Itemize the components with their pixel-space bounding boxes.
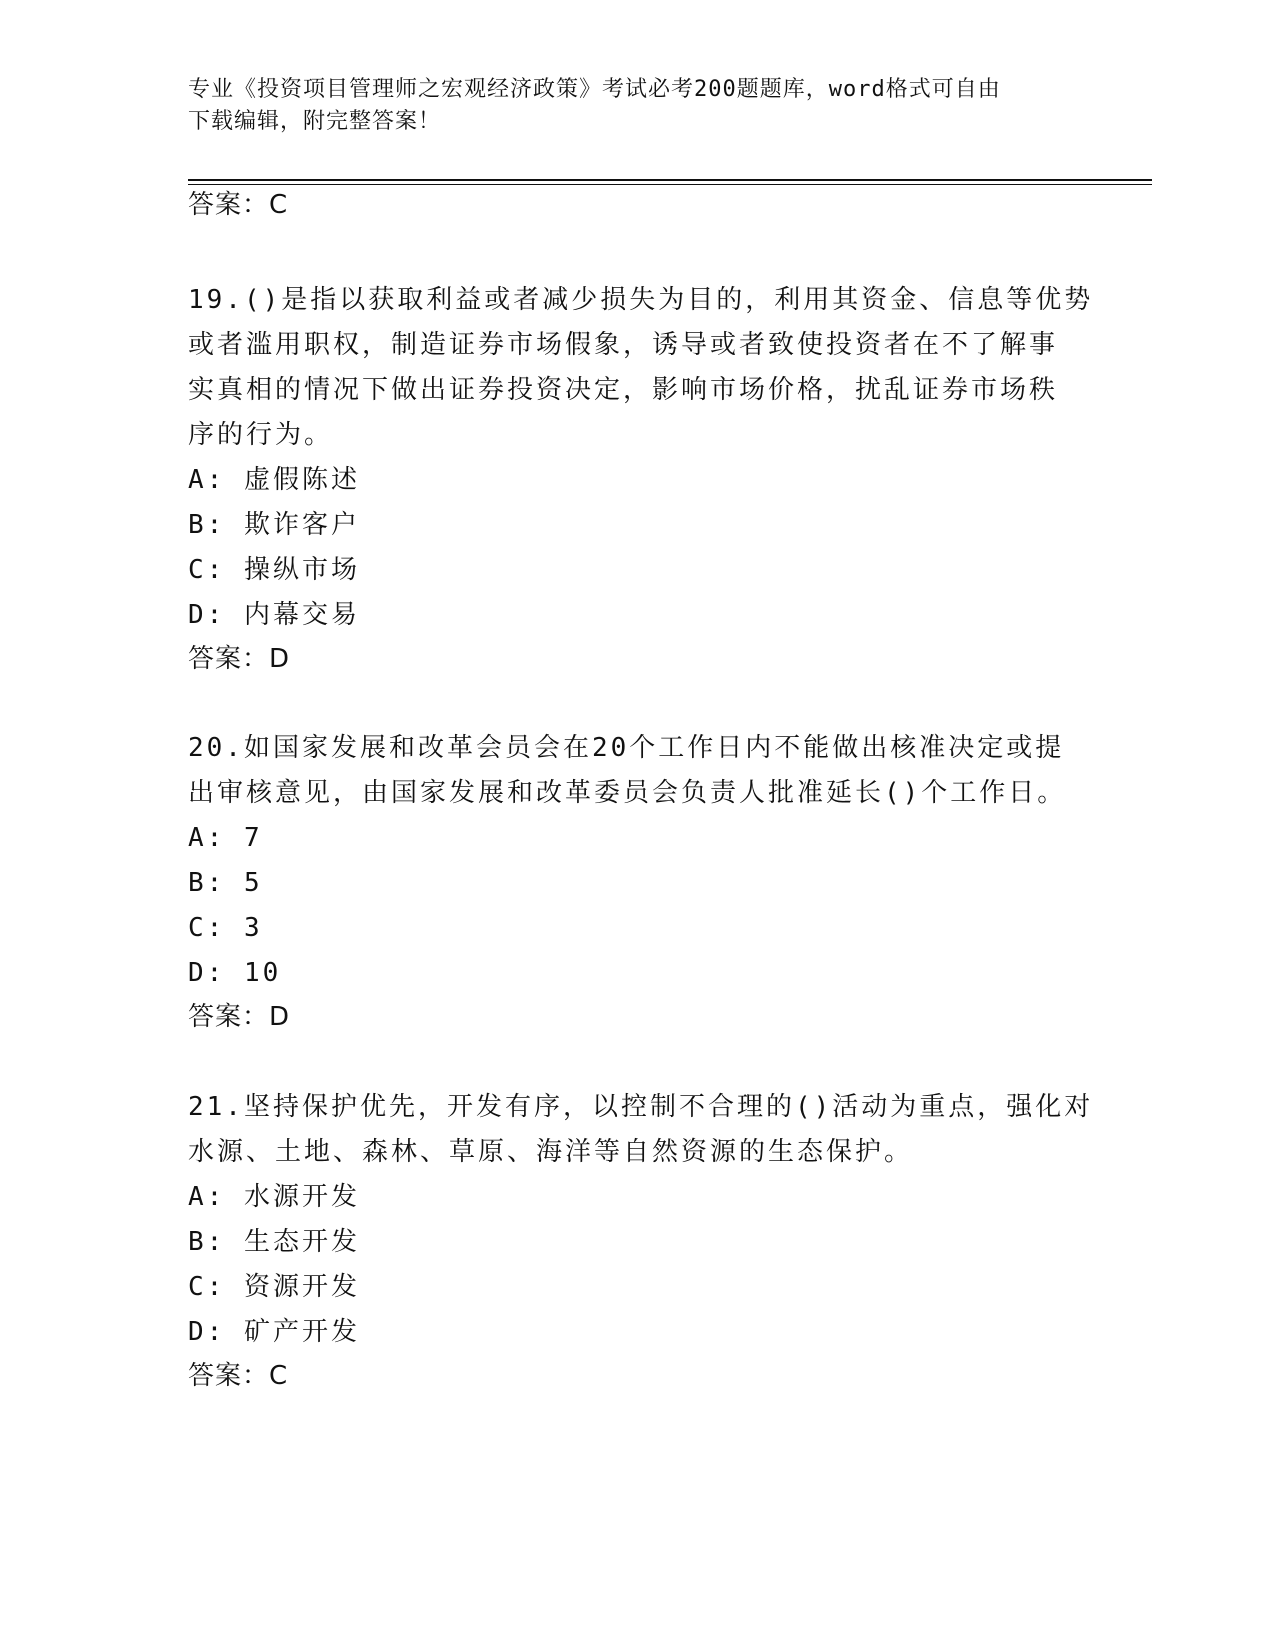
- header-divider-thin: [188, 184, 1152, 185]
- header-divider-thick: [188, 179, 1152, 181]
- question-19-option-d: D: 内幕交易: [188, 600, 360, 630]
- question-21-option-a: A: 水源开发: [188, 1182, 360, 1212]
- question-19-line-2: 或者滥用职权，制造证券市场假象，诱导或者致使投资者在不了解事: [188, 330, 1059, 360]
- header-line-2: 下载编辑，附完整答案！: [188, 109, 442, 134]
- question-20-answer: 答案：D: [188, 1002, 291, 1032]
- question-19-answer: 答案：D: [188, 644, 291, 674]
- header-line-1: 专业《投资项目管理师之宏观经济政策》考试必考200题题库，word格式可自由: [188, 77, 1001, 102]
- question-21-option-d: D: 矿产开发: [188, 1317, 360, 1347]
- question-19-option-c: C: 操纵市场: [188, 555, 360, 585]
- question-19-line-3: 实真相的情况下做出证券投资决定，影响市场价格，扰乱证券市场秩: [188, 375, 1059, 405]
- question-20-option-a: A: 7: [188, 823, 263, 853]
- question-20-option-c: C: 3: [188, 913, 263, 943]
- question-20-line-1: 20.如国家发展和改革会员会在20个工作日内不能做出核准决定或提: [188, 733, 1065, 763]
- question-19-option-a: A: 虚假陈述: [188, 465, 360, 495]
- question-20-line-2: 出审核意见，由国家发展和改革委员会负责人批准延长()个工作日。: [188, 778, 1067, 808]
- question-20-option-d: D: 10: [188, 958, 282, 988]
- question-21-answer: 答案：C: [188, 1361, 289, 1391]
- question-19-option-b: B: 欺诈客户: [188, 510, 360, 540]
- question-19-line-1: 19.()是指以获取利益或者减少损失为目的，利用其资金、信息等优势: [188, 285, 1094, 315]
- question-19-line-4: 序的行为。: [188, 420, 334, 450]
- answer-label: 答案：C: [188, 190, 289, 220]
- question-21-option-b: B: 生态开发: [188, 1227, 360, 1257]
- document-header: [188, 74, 1068, 138]
- question-21-line-1: 21.坚持保护优先，开发有序，以控制不合理的()活动为重点，强化对: [188, 1092, 1094, 1122]
- question-21-option-c: C: 资源开发: [188, 1272, 360, 1302]
- question-21-line-2: 水源、土地、森林、草原、海洋等自然资源的生态保护。: [188, 1137, 914, 1167]
- question-20-option-b: B: 5: [188, 868, 263, 898]
